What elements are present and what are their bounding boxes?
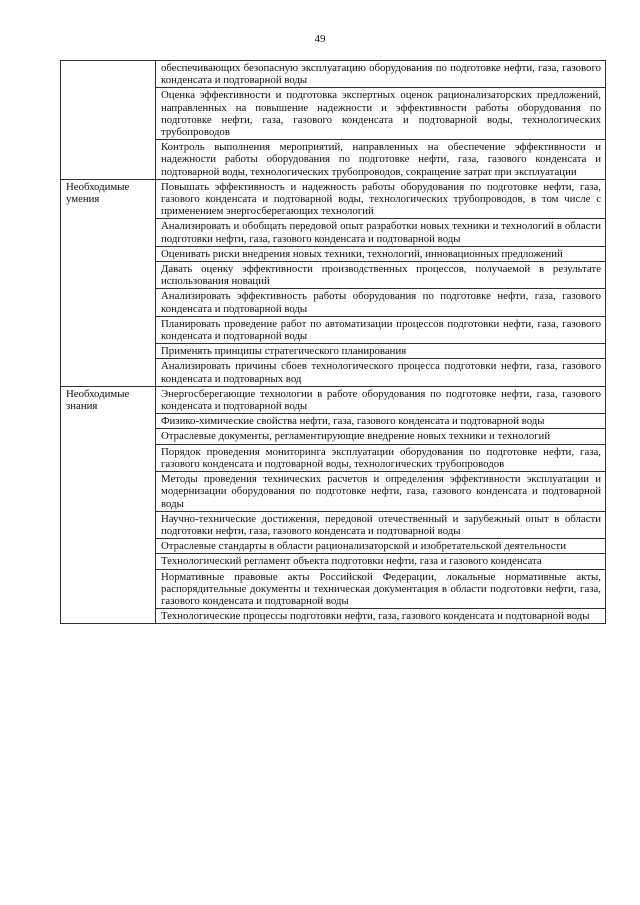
page-number: 49 [314, 33, 326, 45]
table-cell: Контроль выполнения мероприятий, направленных на обеспечение эффективности и надежности работы оборудования по подготовке нефти, газа, газового конденсата и подтоварной воды, технологических трубопроводов, сокращение затрат при эксплуатации [156, 140, 606, 180]
table-cell: Применять принципы стратегического планирования [156, 344, 606, 359]
table-cell: Технологические процессы подготовки нефти, газа, газового конденсата и подтоварной воды [156, 609, 606, 624]
table-cell: Повышать эффективность и надежность работы оборудования по подготовке нефти, газа, газового конденсата и подтоварной воды, технологических трубопроводов, в том числе с применением энергосберегающих технологий [156, 179, 606, 219]
table-cell: Оценивать риски внедрения новых техники, технологий, инновационных предложений [156, 246, 606, 261]
table-cell: Отраслевые документы, регламентирующие внедрение новых техники и технологий [156, 429, 606, 444]
table-cell: Энергосберегающие технологии в работе оборудования по подготовке нефти, газа, газового конденсата и подтоварной воды [156, 386, 606, 413]
table-cell: Анализировать причины сбоев технологического процесса подготовки нефти, газа, газового конденсата и подтоварных вод [156, 359, 606, 386]
section-label: Необходимые умения [61, 179, 156, 386]
table-cell: Анализировать эффективность работы оборудования по подготовке нефти, газа, газового конденсата и подтоварной воды [156, 289, 606, 316]
table-row [61, 61, 606, 88]
table-cell: Планировать проведение работ по автоматизации процессов подготовки нефти, газа, газового конденсата и подтоварной воды [156, 316, 606, 343]
table-row [61, 386, 606, 413]
table-cell: Отраслевые стандарты в области рационализаторской и изобретательской деятельности [156, 539, 606, 554]
table-cell: Методы проведения технических расчетов и определения эффективности эксплуатации и модернизации оборудования по подготовке нефти, газа, газового конденсата и подтоварной воды [156, 472, 606, 512]
table-cell: Анализировать и обобщать передовой опыт разработки новых техники и технологий в области подготовки нефти, газа, газового конденсата и подтоварной воды [156, 219, 606, 246]
table-row [61, 179, 606, 219]
table-cell: Давать оценку эффективности производственных процессов, получаемой в результате использования новаций [156, 262, 606, 289]
table-cell: Физико-химические свойства нефти, газа, газового конденсата и подтоварной воды [156, 414, 606, 429]
table-cell: Нормативные правовые акты Российской Федерации, локальные нормативные акты, распорядительные документы и техническая документация в области подготовки нефти, газа, газового конденсата и подтоварной воды [156, 569, 606, 609]
table-cell: обеспечивающих безопасную эксплуатацию оборудования по подготовке нефти, газа, газового конденсата и подтоварной воды [156, 61, 606, 88]
section-label: Необходимые знания [61, 386, 156, 623]
table-cell: Оценка эффективности и подготовка экспертных оценок рационализаторских предложений, направленных на повышение надежности и эффективности работы оборудования по подготовке нефти, газа, газового конденсата и подтоварной воды, технологических трубопроводов [156, 88, 606, 140]
requirements-table [60, 60, 606, 624]
section-label [61, 61, 156, 180]
table-cell: Порядок проведения мониторинга эксплуатации оборудования по подготовке нефти, газа, газового конденсата и подтоварной воды, технологических трубопроводов [156, 444, 606, 471]
table-cell: Технологический регламент объекта подготовки нефти, газа и газового конденсата [156, 554, 606, 569]
table-cell: Научно-технические достижения, передовой отечественный и зарубежный опыт в области подготовки нефти, газа, газового конденсата и подтоварной воды [156, 511, 606, 538]
